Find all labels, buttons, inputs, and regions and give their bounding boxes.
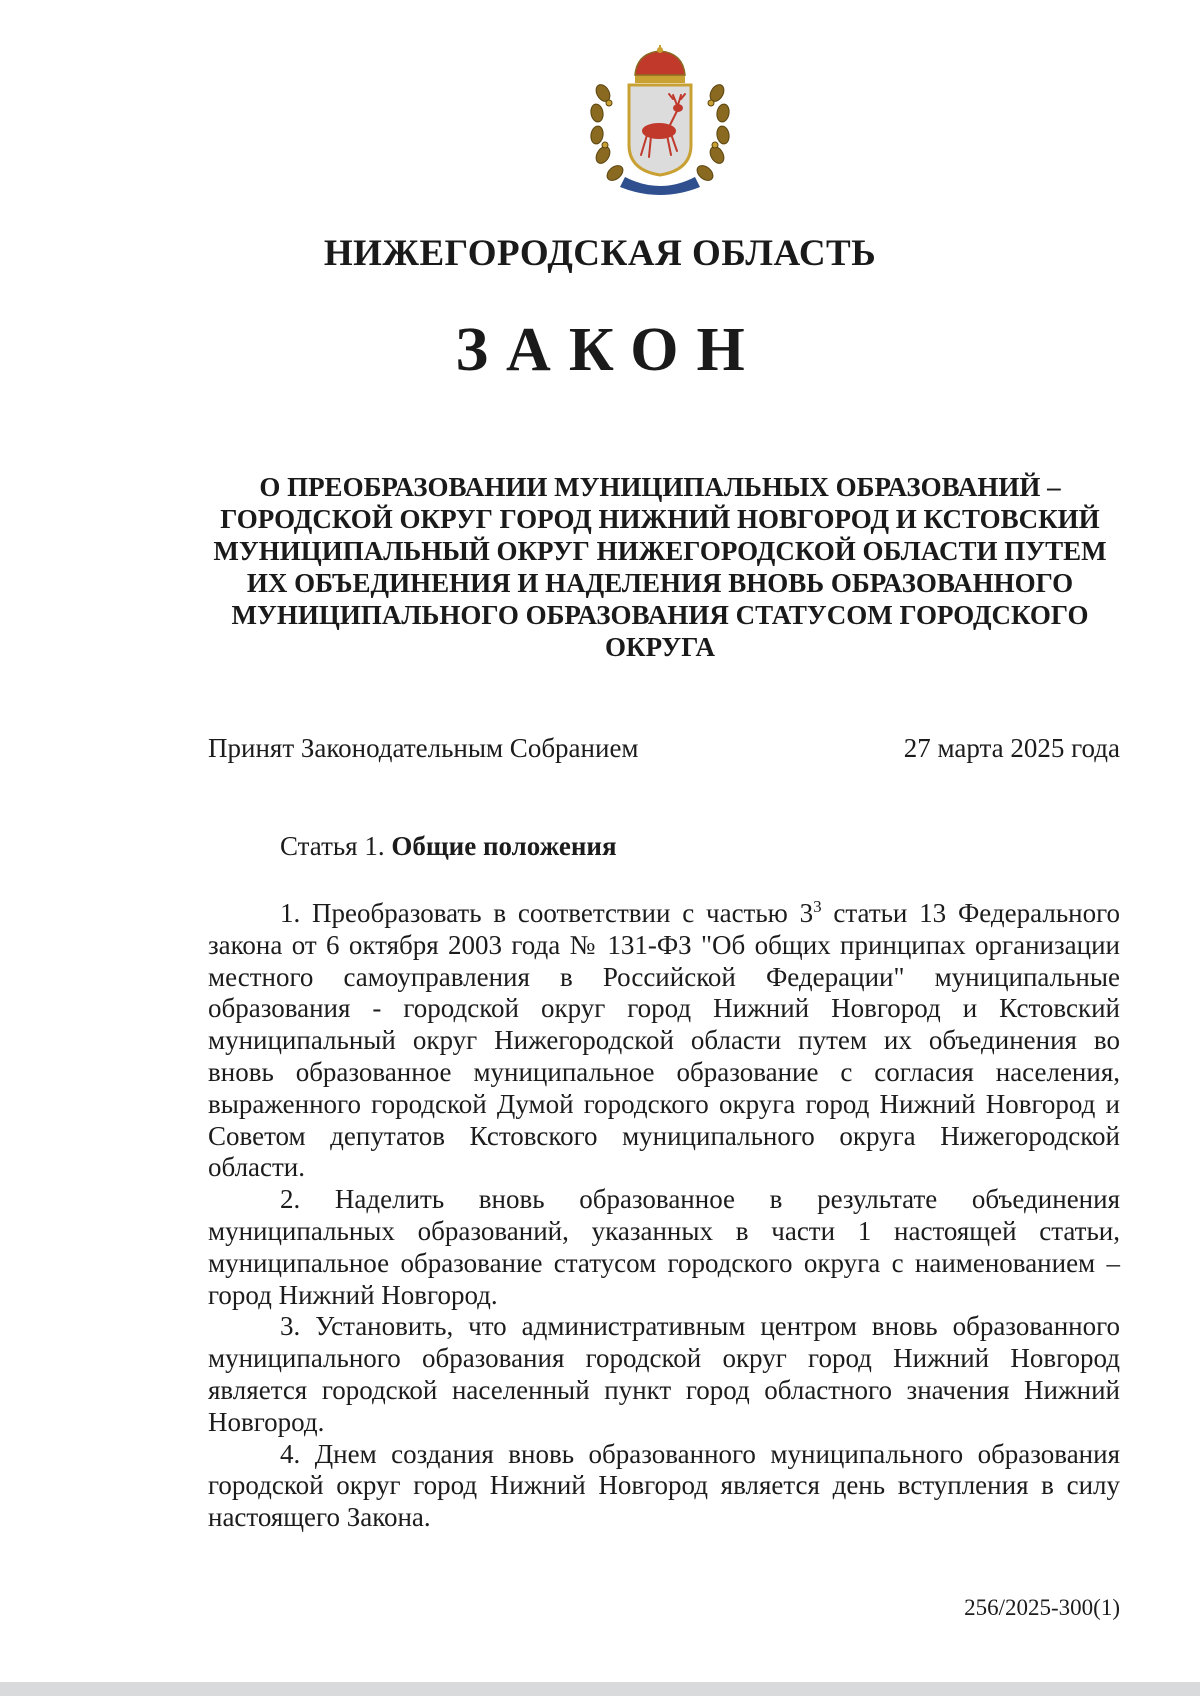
paragraph-1 bbox=[208, 898, 1120, 1184]
region-name: НИЖЕГОРОДСКАЯ ОБЛАСТЬ bbox=[323, 233, 877, 274]
adopted-by: Принят Законодательным Собранием bbox=[208, 733, 639, 763]
adopted-date: 27 марта 2025 года bbox=[903, 733, 1120, 763]
paragraph-3: 3. Установить, что административным центром вновь образованного муниципального образования городской округ город Нижний Новгород является городской населенный пункт город областного значения Нижний Новгород. bbox=[208, 1311, 1120, 1437]
scan-edge bbox=[0, 1682, 1200, 1696]
paragraph-4: 4. Днем создания вновь образованного муниципального образования городской округ город Нижний Новгород является день вступления в силу настоящего Закона. bbox=[208, 1438, 1120, 1533]
adoption-line bbox=[208, 733, 1120, 767]
crown bbox=[635, 45, 685, 83]
law-title: О ПРЕОБРАЗОВАНИИ МУНИЦИПАЛЬНЫХ ОБРАЗОВАНИЙ – ГОРОДСКОЙ ОКРУГ ГОРОД НИЖНИЙ НОВГОРОД И КСТОВСКИЙ МУНИЦИПАЛЬНЫЙ ОКРУГ НИЖЕГОРОДСКОЙ ОБЛАСТИ ПУТЕМ ИХ ОБЪЕДИНЕНИЯ И НАДЕЛЕНИЯ ВНОВЬ ОБРАЗОВАННОГО МУНИЦИПАЛЬНОГО ОБРАЗОВАНИЯ СТАТУСОМ ГОРОДСКОГО ОКРУГА bbox=[213, 472, 1107, 662]
article-title: Общие положения bbox=[391, 831, 617, 861]
paragraph-2: 2. Наделить вновь образованное в результате объединения муниципальных образований, указанных в части 1 настоящей статьи, муниципальное образование статусом городского округа с наименованием – город Нижний Новгород. bbox=[208, 1184, 1120, 1310]
oak-wreath-left bbox=[590, 82, 626, 183]
article-body bbox=[208, 898, 1120, 1534]
document-type: ЗАКОН bbox=[455, 316, 763, 384]
article-number: Статья 1. bbox=[280, 831, 385, 861]
article-heading bbox=[280, 831, 617, 862]
oak-wreath-right bbox=[694, 82, 730, 183]
page-code: 256/2025-300(1) bbox=[964, 1595, 1120, 1620]
coat-of-arms-icon bbox=[585, 45, 735, 200]
paragraph-1-superscript: 3 bbox=[813, 897, 822, 916]
ribbon bbox=[620, 177, 700, 195]
paragraph-1-rest: статьи 13 Федерального закона от 6 октября 2003 года № 131-ФЗ "Об общих принципах организации местного самоуправления в Российской Федерации" муниципальные образования - городской округ город Нижний Новгород и Кстовский муниципальный округ Нижегородской области путем их объединения во вновь образованное муниципальное образование с согласия населения, выраженного городской Думой городского округа город Нижний Новгород и Советом депутатов Кстовского муниципального округа Нижегородской области. bbox=[208, 898, 1120, 1183]
paragraph-1-start: 1. Преобразовать в соответствии с частью 3 bbox=[280, 898, 814, 928]
